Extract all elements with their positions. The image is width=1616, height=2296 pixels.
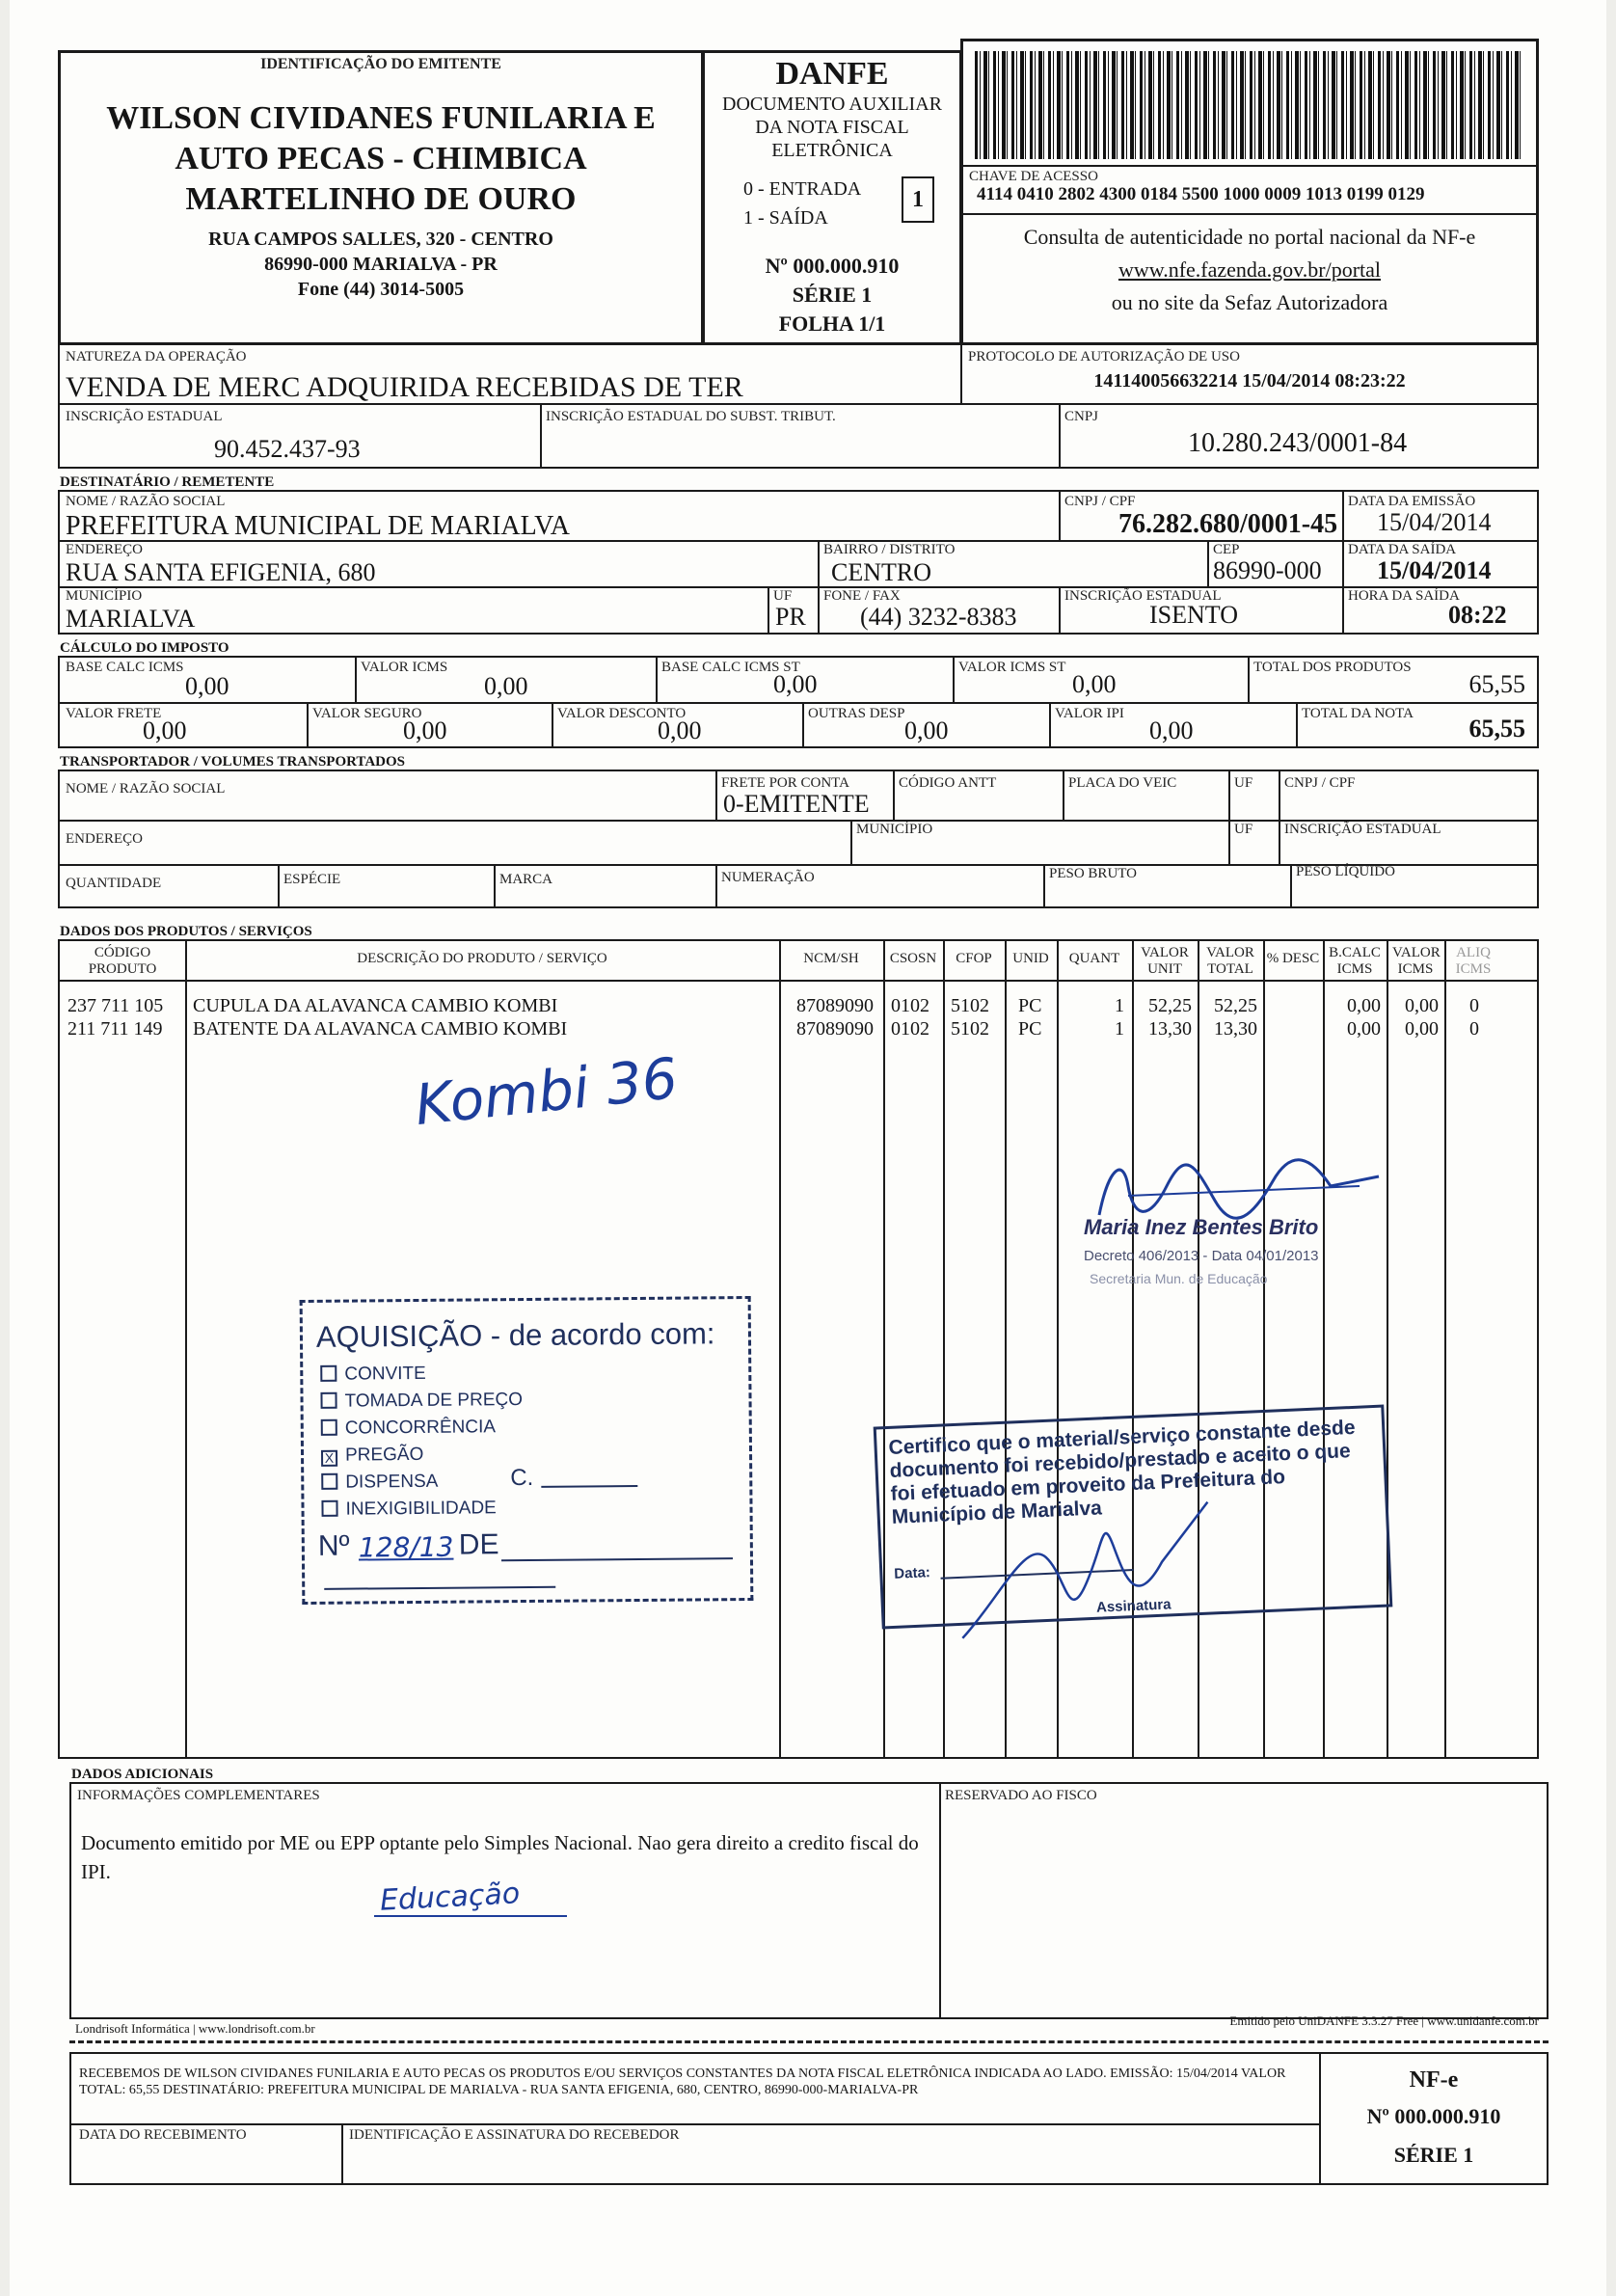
- emitente-city: 86990-000 MARIALVA - PR: [264, 254, 498, 275]
- base-icms: 0,00: [185, 672, 229, 700]
- natureza-value: VENDA DE MERC ADQUIRIDA RECEBIDAS DE TER: [66, 371, 743, 403]
- transp-numeracao-label: NUMERAÇÃO: [721, 870, 815, 885]
- dest-saida-label: DATA DA SAÍDA: [1348, 542, 1457, 557]
- row-bcalc: 0,00: [1347, 1018, 1381, 1040]
- emitente-phone: Fone (44) 3014-5005: [297, 279, 465, 300]
- natureza-box: [58, 343, 962, 405]
- ie-value: 90.452.437-93: [214, 435, 361, 463]
- col-ncm: NCM/SH: [803, 951, 859, 966]
- transp-municipio-label: MUNICÍPIO: [856, 822, 933, 837]
- transp-especie-label: ESPÉCIE: [283, 872, 341, 887]
- row-bcalc: 0,00: [1347, 995, 1381, 1016]
- row-vtotal: 52,25: [1214, 995, 1257, 1016]
- transp-cnpj-label: CNPJ / CPF: [1284, 775, 1356, 791]
- signature-stamp: [1070, 1148, 1398, 1311]
- option-tomada: TOMADA DE PREÇO: [344, 1390, 524, 1412]
- row-descricao: BATENTE DA ALAVANCA CAMBIO KOMBI: [193, 1018, 568, 1040]
- row-quant: 1: [1115, 995, 1124, 1016]
- dest-uf: PR: [775, 603, 806, 631]
- certifico-data-label: Data:: [893, 1564, 931, 1582]
- total-nota-label: TOTAL DA NOTA: [1302, 706, 1414, 721]
- destinatario-section: DESTINATÁRIO / REMETENTE: [60, 474, 275, 490]
- col-desc: % DESC: [1266, 951, 1320, 966]
- dest-saida: 15/04/2014: [1377, 556, 1492, 584]
- danfe-saida: 1 - SAÍDA: [743, 207, 828, 229]
- row-csosn: 0102: [891, 995, 929, 1016]
- aquisicao-title: AQUISIÇÃO - de acordo com:: [315, 1316, 715, 1354]
- col-descricao: DESCRIÇÃO DO PRODUTO / SERVIÇO: [357, 951, 607, 966]
- row-cfop: 5102: [951, 1018, 989, 1040]
- base-st: 0,00: [773, 670, 818, 698]
- checkbox-convite[interactable]: [320, 1365, 337, 1382]
- canhoto-text: RECEBEMOS DE WILSON CIVIDANES FUNILARIA E AUTO PECAS OS PRODUTOS E/OU SERVIÇOS CONSTANTES DA NOTA FISCAL ELETRÔNICA INDICADA AO LADO. EMISSÃO: 15/04/2014 VALOR TOTAL: 65,55 DESTINATÁRIO: PREFEITURA MUNICIPAL DE MARIALVA - RUA SANTA EFIGENIA, 680, CENTRO, 86990-000-MARIALVA-PR: [79, 2066, 1286, 2097]
- frete: 0,00: [143, 716, 187, 744]
- danfe-subtitle2: DA NOTA FISCAL: [755, 117, 909, 138]
- dest-emissao: 15/04/2014: [1377, 508, 1492, 536]
- option-inexigibilidade: INEXIGIBILIDADE: [345, 1498, 497, 1520]
- row-vunit: 13,30: [1148, 1018, 1192, 1040]
- checkbox-dispensa[interactable]: [321, 1473, 337, 1490]
- row-unid: PC: [1018, 1018, 1042, 1040]
- dest-hora-label: HORA DA SAÍDA: [1348, 588, 1460, 604]
- danfe-entrada: 0 - ENTRADA: [743, 178, 862, 200]
- col-quant: QUANT: [1068, 951, 1120, 966]
- checkbox-pregao[interactable]: X: [321, 1450, 337, 1467]
- col-csosn: CSOSN: [889, 951, 937, 966]
- aquisicao-option: [320, 1390, 523, 1413]
- option-convite: CONVITE: [344, 1363, 426, 1385]
- row-vicms: 0,00: [1405, 995, 1439, 1016]
- dest-endereco: RUA SANTA EFIGENIA, 680: [66, 558, 376, 586]
- aquisicao-option: [321, 1472, 438, 1494]
- dest-cnpj-label: CNPJ / CPF: [1064, 494, 1136, 509]
- frete-label: VALOR FRETE: [66, 706, 162, 721]
- transp-uf2-label: UF: [1234, 822, 1253, 837]
- consulta-sefaz: ou no site da Sefaz Autorizadora: [1111, 290, 1388, 314]
- cut-line: [69, 2040, 1549, 2043]
- col-aliq: ALIQ ICMS: [1455, 945, 1492, 977]
- dest-municipio: MARIALVA: [66, 605, 196, 633]
- certifico-stamp: [874, 1405, 1393, 1630]
- dest-bairro: CENTRO: [831, 558, 931, 586]
- chave-box: [960, 39, 1539, 345]
- danfe-subtitle1: DOCUMENTO AUXILIAR: [722, 94, 942, 115]
- transp-frete: 0-EMITENTE: [723, 790, 870, 818]
- transp-peso-bruto-label: PESO BRUTO: [1049, 866, 1137, 881]
- dest-municipio-label: MUNICÍPIO: [66, 588, 143, 604]
- dest-nome: PREFEITURA MUNICIPAL DE MARIALVA: [66, 511, 571, 541]
- signature-name: Maria Inez Bentes Brito: [1084, 1215, 1319, 1239]
- transp-antt-label: CÓDIGO ANTT: [899, 775, 997, 791]
- dest-endereco-label: ENDEREÇO: [66, 542, 143, 557]
- row-aliq: 0: [1469, 995, 1479, 1016]
- chave-label: CHAVE DE ACESSO: [969, 169, 1098, 184]
- natureza-label: NATUREZA DA OPERAÇÃO: [66, 349, 247, 365]
- row-codigo: 237 711 105: [67, 995, 164, 1016]
- total-nota: 65,55: [1468, 715, 1525, 743]
- info-label: INFORMAÇÕES COMPLEMENTARES: [77, 1788, 320, 1803]
- emitente-name-line1: WILSON CIVIDANES FUNILARIA E: [106, 100, 656, 136]
- transporte-box: [58, 770, 1539, 908]
- danfe-subtitle3: ELETRÔNICA: [771, 140, 893, 161]
- row-unid: PC: [1018, 995, 1042, 1016]
- col-vunit: VALOR UNIT: [1141, 945, 1189, 977]
- desconto-label: VALOR DESCONTO: [557, 706, 687, 721]
- certifico-signature-icon: [937, 1492, 1232, 1649]
- row-vunit: 52,25: [1148, 995, 1192, 1016]
- row-quant: 1: [1115, 1018, 1124, 1040]
- footer-left: Londrisoft Informática | www.londrisoft.com.br: [75, 2021, 315, 2036]
- row-codigo: 211 711 149: [67, 1018, 163, 1040]
- transp-uf-label: UF: [1234, 775, 1253, 791]
- barcode: [975, 51, 1524, 159]
- col-codigo: CÓDIGO PRODUTO: [88, 945, 157, 977]
- checkbox-concorrencia[interactable]: [321, 1419, 337, 1436]
- col-cfop: CFOP: [956, 951, 992, 966]
- dest-cnpj: 76.282.680/0001-45: [1118, 509, 1338, 539]
- option-dispensa: DISPENSA: [345, 1471, 439, 1493]
- row-vicms: 0,00: [1405, 1018, 1439, 1040]
- numero-de: DE: [458, 1528, 499, 1561]
- outras: 0,00: [904, 716, 949, 744]
- signature-decree: Decreto 406/2013 - Data 04/01/2013: [1084, 1248, 1319, 1264]
- row-aliq: 0: [1469, 1018, 1479, 1040]
- row-descricao: CUPULA DA ALAVANCA CAMBIO KOMBI: [193, 995, 558, 1016]
- ipi: 0,00: [1149, 716, 1194, 744]
- emitente-section-label: IDENTIFICAÇÃO DO EMITENTE: [260, 56, 501, 72]
- canhoto-serie: SÉRIE 1: [1393, 2143, 1474, 2167]
- col-vtotal: VALOR TOTAL: [1206, 945, 1254, 977]
- dest-hora: 08:22: [1448, 601, 1507, 629]
- danfe-numero: Nº 000.000.910: [765, 254, 900, 278]
- cnpj-emitente-label: CNPJ: [1064, 409, 1099, 424]
- col-vicms: VALOR ICMS: [1392, 945, 1441, 977]
- canhoto-box: [69, 2052, 1549, 2185]
- dest-ie: ISENTO: [1149, 601, 1238, 629]
- dest-ie-label: INSCRIÇÃO ESTADUAL: [1064, 588, 1222, 604]
- numero-handwritten: 128/13: [358, 1530, 454, 1564]
- total-prod: 65,55: [1468, 670, 1525, 698]
- row-csosn: 0102: [891, 1018, 929, 1040]
- row-ncm: 87089090: [796, 995, 874, 1016]
- danfe-folha: FOLHA 1/1: [778, 311, 886, 336]
- col-unid: UNID: [1012, 951, 1049, 966]
- protocolo-value: 141140056632214 15/04/2014 08:23:22: [1093, 370, 1406, 392]
- danfe-title: DANFE: [775, 56, 889, 92]
- consulta-url[interactable]: www.nfe.fazenda.gov.br/portal: [1118, 257, 1382, 282]
- cnpj-emitente-value: 10.280.243/0001-84: [1188, 428, 1408, 458]
- transporte-section: TRANSPORTADOR / VOLUMES TRANSPORTADOS: [60, 754, 406, 770]
- canhoto-ident-label: IDENTIFICAÇÃO E ASSINATURA DO RECEBEDOR: [349, 2127, 680, 2143]
- row-cfop: 5102: [951, 995, 989, 1016]
- base-st-label: BASE CALC ICMS ST: [661, 660, 800, 675]
- info-text: Documento emitido por ME ou EPP optante pelo Simples Nacional. Nao gera direito a credito fiscal do IPI.: [81, 1831, 919, 1883]
- destinatario-box: [58, 490, 1539, 635]
- certifico-text: Certifico que o material/serviço constante desde documento foi recebido/prestado e aceito o que foi efetuado em proveito da Prefeitura do Município de Marialva: [888, 1416, 1357, 1528]
- produtos-box: [58, 939, 1539, 1759]
- transp-endereco-label: ENDEREÇO: [66, 831, 143, 847]
- signature-role: Secretaria Mun. de Educação: [1090, 1271, 1268, 1286]
- desconto: 0,00: [658, 716, 702, 744]
- transp-frete-label: FRETE POR CONTA: [721, 775, 849, 791]
- base-icms-label: BASE CALC ICMS: [66, 660, 184, 675]
- transp-nome-label: NOME / RAZÃO SOCIAL: [66, 781, 226, 797]
- imposto-box: [58, 656, 1539, 748]
- certifico-assinatura-label: Assinatura: [1095, 1596, 1172, 1616]
- ie-st-label: INSCRIÇÃO ESTADUAL DO SUBST. TRIBUT.: [546, 409, 836, 424]
- checkbox-tomada[interactable]: [320, 1392, 337, 1409]
- option-pregao: PREGÃO: [344, 1444, 424, 1466]
- emitente-name-line3: MARTELINHO DE OURO: [185, 181, 577, 217]
- protocolo-box: [960, 343, 1539, 405]
- imposto-section: CÁLCULO DO IMPOSTO: [60, 640, 229, 656]
- checkbox-inexigibilidade[interactable]: [321, 1500, 337, 1517]
- dest-fone: (44) 3232-8383: [860, 603, 1017, 631]
- transp-quantidade-label: QUANTIDADE: [66, 876, 162, 891]
- canhoto-data-label: DATA DO RECEBIMENTO: [79, 2127, 247, 2143]
- ie-row: [58, 403, 1539, 469]
- protocolo-label: PROTOCOLO DE AUTORIZAÇÃO DE USO: [968, 349, 1240, 365]
- valor-icms: 0,00: [484, 672, 528, 700]
- danfe-box: [702, 50, 962, 345]
- dest-uf-label: UF: [773, 588, 793, 604]
- valor-icms-label: VALOR ICMS: [361, 660, 448, 675]
- transp-marca-label: MARCA: [499, 872, 553, 887]
- fisco-label: RESERVADO AO FISCO: [945, 1788, 1097, 1803]
- danfe-tipo-box: 1: [902, 176, 934, 223]
- aquisicao-option: [321, 1417, 496, 1440]
- transp-placa-label: PLACA DO VEIC: [1068, 775, 1177, 791]
- transp-peso-liquido-label: PESO LÍQUIDO: [1296, 864, 1395, 879]
- aquisicao-option: [320, 1364, 426, 1386]
- dest-nome-label: NOME / RAZÃO SOCIAL: [66, 494, 226, 509]
- valor-st: 0,00: [1072, 670, 1117, 698]
- ie-label: INSCRIÇÃO ESTADUAL: [66, 409, 223, 424]
- valor-st-label: VALOR ICMS ST: [958, 660, 1066, 675]
- canhoto-numero: Nº 000.000.910: [1366, 2104, 1501, 2128]
- aquisicao-option: [321, 1445, 424, 1467]
- canhoto-nfe: NF-e: [1409, 2067, 1459, 2093]
- seguro-label: VALOR SEGURO: [312, 706, 422, 721]
- produtos-section: DADOS DOS PRODUTOS / SERVIÇOS: [60, 924, 312, 939]
- danfe-serie: SÉRIE 1: [792, 283, 873, 307]
- option-concorrencia: CONCORRÊNCIA: [344, 1417, 497, 1439]
- adicionais-section: DADOS ADICIONAIS: [71, 1767, 214, 1782]
- dest-cep-label: CEP: [1213, 542, 1240, 557]
- total-prod-label: TOTAL DOS PRODUTOS: [1253, 660, 1412, 675]
- dest-cep: 86990-000: [1213, 556, 1322, 584]
- handwritten-kombi: Kombi 36: [412, 1044, 681, 1139]
- chave-value: 4114 0410 2802 4300 0184 5500 1000 0009 1013 0199 0129: [977, 184, 1425, 204]
- dest-fone-label: FONE / FAX: [823, 588, 901, 604]
- aquisicao-option: [321, 1498, 496, 1521]
- dest-bairro-label: BAIRRO / DISTRITO: [823, 542, 956, 557]
- aquisicao-stamp: [300, 1296, 754, 1605]
- ipi-label: VALOR IPI: [1055, 706, 1124, 721]
- consulta-text: Consulta de autenticidade no portal nacional da NF-e: [1023, 225, 1476, 249]
- adicionais-box: [69, 1782, 1549, 2019]
- numero-prefix: Nº: [317, 1529, 350, 1562]
- danfe-page: [10, 0, 1606, 2296]
- seguro: 0,00: [403, 716, 447, 744]
- dispensa-suffix: C.: [510, 1464, 534, 1492]
- emitente-address: RUA CAMPOS SALLES, 320 - CENTRO: [208, 229, 553, 250]
- emitente-box: [58, 50, 704, 345]
- handwritten-educacao: Educação: [379, 1877, 521, 1918]
- emitente-name-line2: AUTO PECAS - CHIMBICA: [175, 141, 587, 176]
- row-vtotal: 13,30: [1214, 1018, 1257, 1040]
- row-ncm: 87089090: [796, 1018, 874, 1040]
- transp-ie-label: INSCRIÇÃO ESTADUAL: [1284, 822, 1441, 837]
- col-bcalc: B.CALC ICMS: [1329, 945, 1381, 977]
- footer-right: Emitido pelo UniDANFE 3.3.27 Free | www.unidanfe.com.br: [1229, 2013, 1539, 2028]
- outras-label: OUTRAS DESP: [808, 706, 905, 721]
- dest-emissao-label: DATA DA EMISSÃO: [1348, 494, 1476, 509]
